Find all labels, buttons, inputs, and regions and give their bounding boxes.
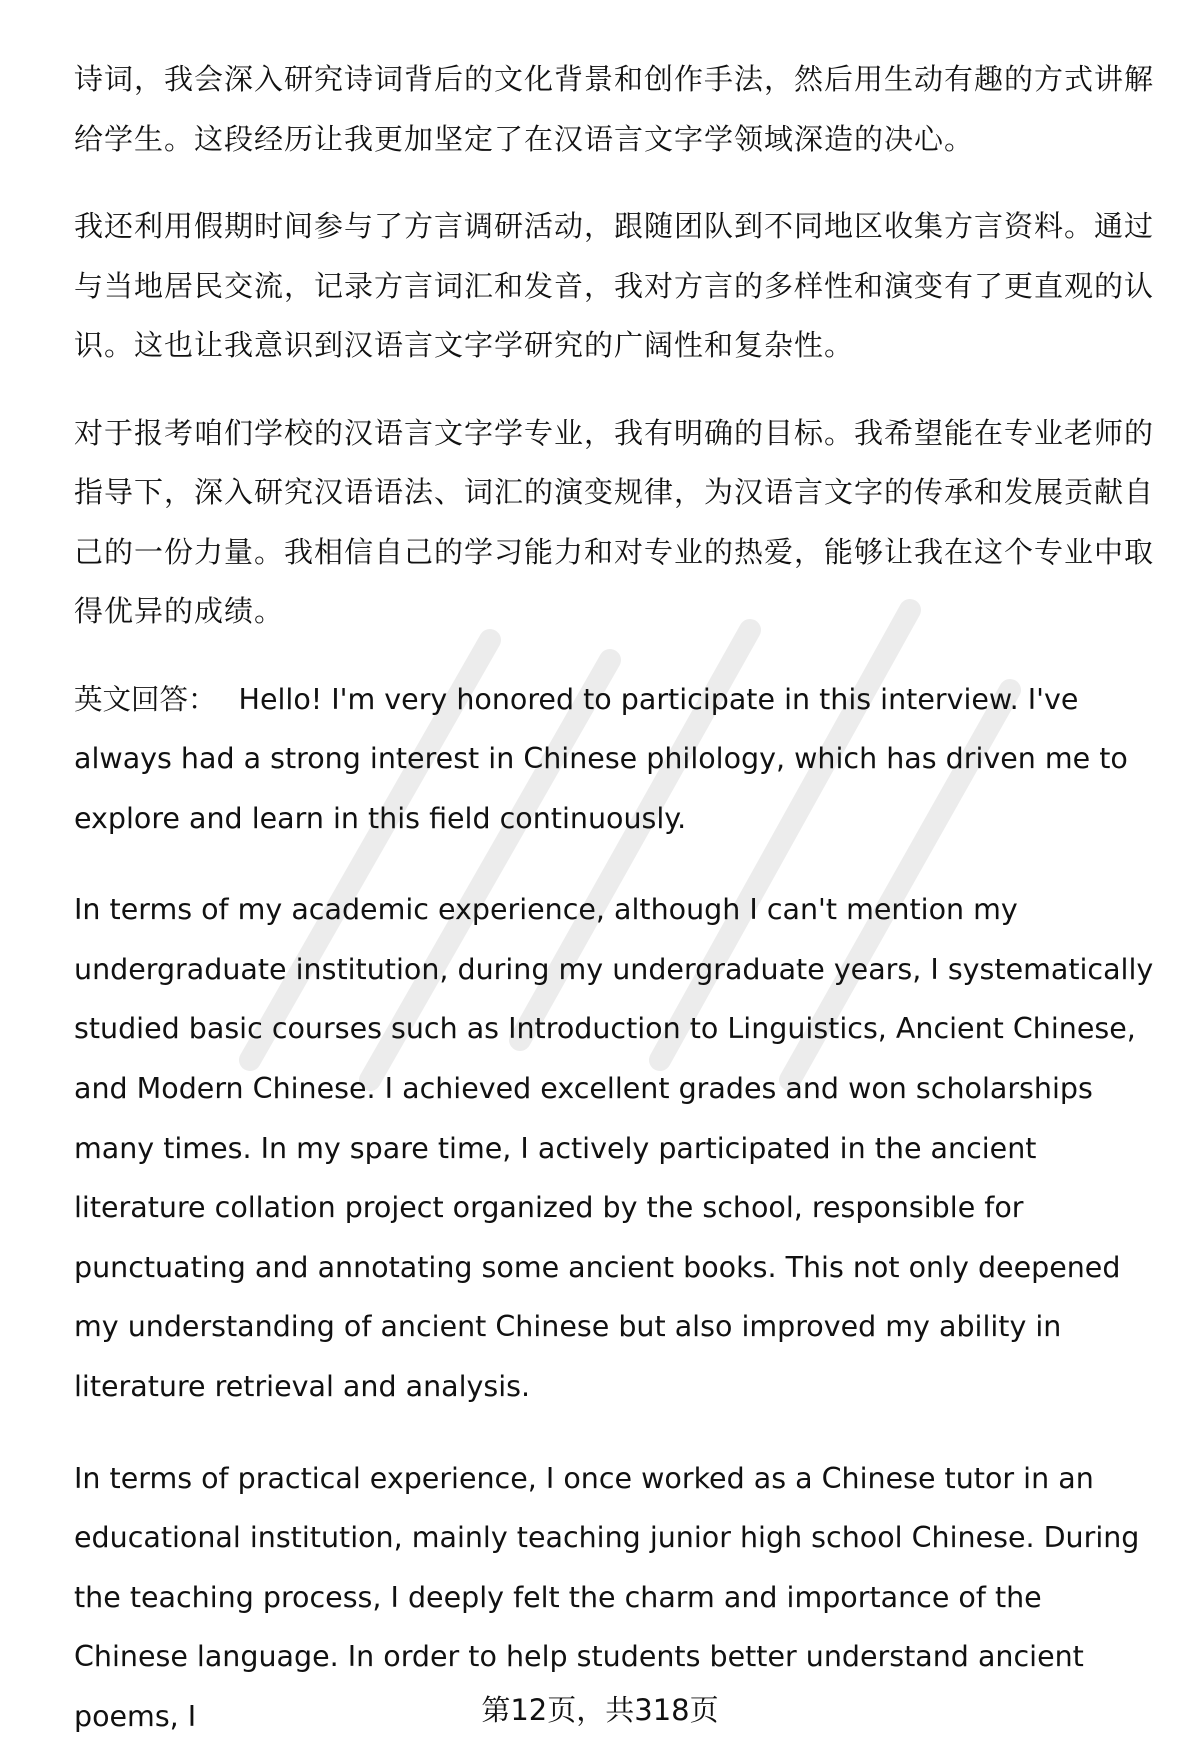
english-answer-label: 英文回答：	[74, 682, 217, 716]
english-intro-text: Hello! I'm very honored to participate in this interview. I've always had a strong interest in Chinese philology, which has driven me to explore and learn in this field continuously.	[74, 682, 1128, 835]
paragraph-academic-experience: In terms of my academic experience, although I can't mention my undergraduate institution, during my undergraduate years, I systematically studied basic courses such as Introduction to Linguistics, Ancient Chinese, and Modern Chinese. I achieved excellent grades and won scholarships many times. In my spare time, I actively participated in the ancient literature collation project organized by the school, responsible for punctuating and annotating some ancient books. This not only deepened my understanding of ancient Chinese but also improved my ability in literature retrieval and analysis.	[74, 893, 1154, 1404]
paragraph-dialect-research: 我还利用假期时间参与了方言调研活动，跟随团队到不同地区收集方言资料。通过与当地居民交流，记录方言词汇和发音，我对方言的多样性和演变有了更直观的认识。这也让我意识到汉语言文字学研究的广阔性和复杂性。	[74, 209, 1155, 362]
page-number-footer: 第12页，共318页	[481, 1693, 719, 1727]
paragraph-english-intro	[74, 670, 1154, 849]
paragraph-poetry-teaching: 诗词，我会深入研究诗词背后的文化背景和创作手法，然后用生动有趣的方式讲解给学生。这段经历让我更加坚定了在汉语言文字学领域深造的决心。	[74, 62, 1155, 156]
document-page	[74, 50, 1154, 1747]
paragraph-study-goals: 对于报考咱们学校的汉语言文字学专业，我有明确的目标。我希望能在专业老师的指导下，深入研究汉语语法、词汇的演变规律，为汉语言文字的传承和发展贡献自己的一份力量。我相信自己的学习能力和对专业的热爱，能够让我在这个专业中取得优异的成绩。	[74, 415, 1155, 628]
paragraph-practical-experience: In terms of practical experience, I once worked as a Chinese tutor in an educational institution, mainly teaching junior high school Chinese. During the teaching process, I deeply felt the charm and importance of the Chinese language. In order to help students better understand ancient poems, I	[74, 1461, 1140, 1733]
